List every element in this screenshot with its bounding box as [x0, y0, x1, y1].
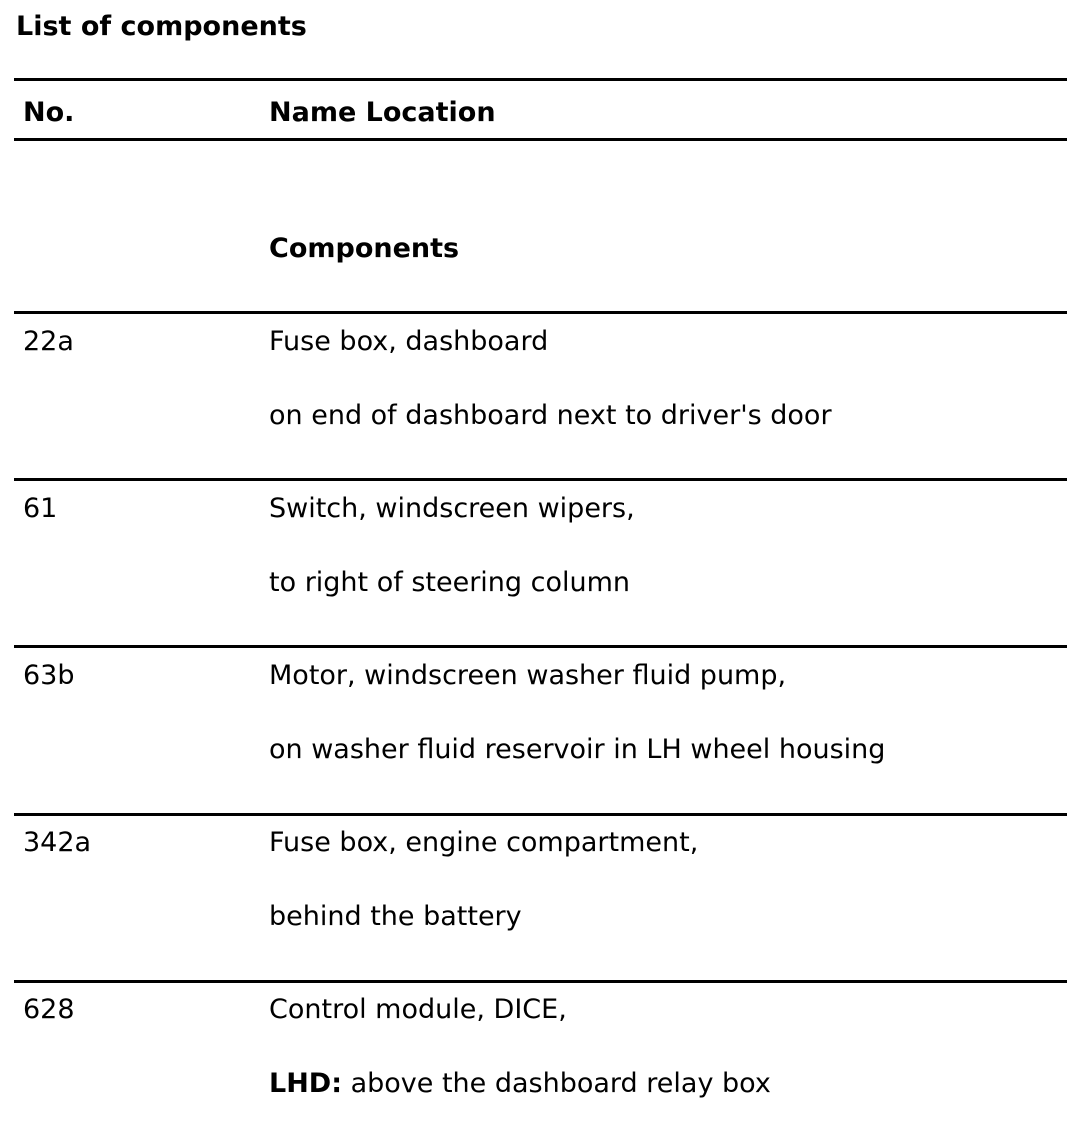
row-name: Fuse box, engine compartment, — [269, 827, 699, 858]
row-divider — [14, 311, 1067, 314]
column-header-no: No. — [23, 97, 75, 128]
row-name: Motor, windscreen washer fluid pump, — [269, 660, 787, 691]
row-location: on end of dashboard next to driver's door — [269, 400, 832, 431]
row-number: 61 — [23, 493, 58, 524]
row-name: Fuse box, dashboard — [269, 326, 549, 357]
row-location: on washer fluid reservoir in LH wheel housing — [269, 734, 886, 765]
page-title: List of components — [16, 11, 307, 42]
row-location: behind the battery — [269, 901, 522, 932]
row-divider — [14, 980, 1067, 983]
row-number: 22a — [23, 326, 74, 357]
location-prefix: LHD: — [269, 1068, 343, 1099]
row-divider — [14, 813, 1067, 816]
row-number: 63b — [23, 660, 75, 691]
column-header-name-location: Name Location — [269, 97, 496, 128]
section-heading: Components — [269, 233, 460, 264]
location-text: above the dashboard relay box — [342, 1068, 771, 1099]
row-name: Control module, DICE, — [269, 994, 567, 1025]
row-number: 342a — [23, 827, 92, 858]
table-top-rule — [14, 78, 1067, 81]
row-location: to right of steering column — [269, 567, 631, 598]
row-divider — [14, 645, 1067, 648]
row-number: 628 — [23, 994, 75, 1025]
row-name: Switch, windscreen wipers, — [269, 493, 635, 524]
header-bottom-rule — [14, 138, 1067, 141]
row-location — [269, 1067, 771, 1101]
row-divider — [14, 478, 1067, 481]
